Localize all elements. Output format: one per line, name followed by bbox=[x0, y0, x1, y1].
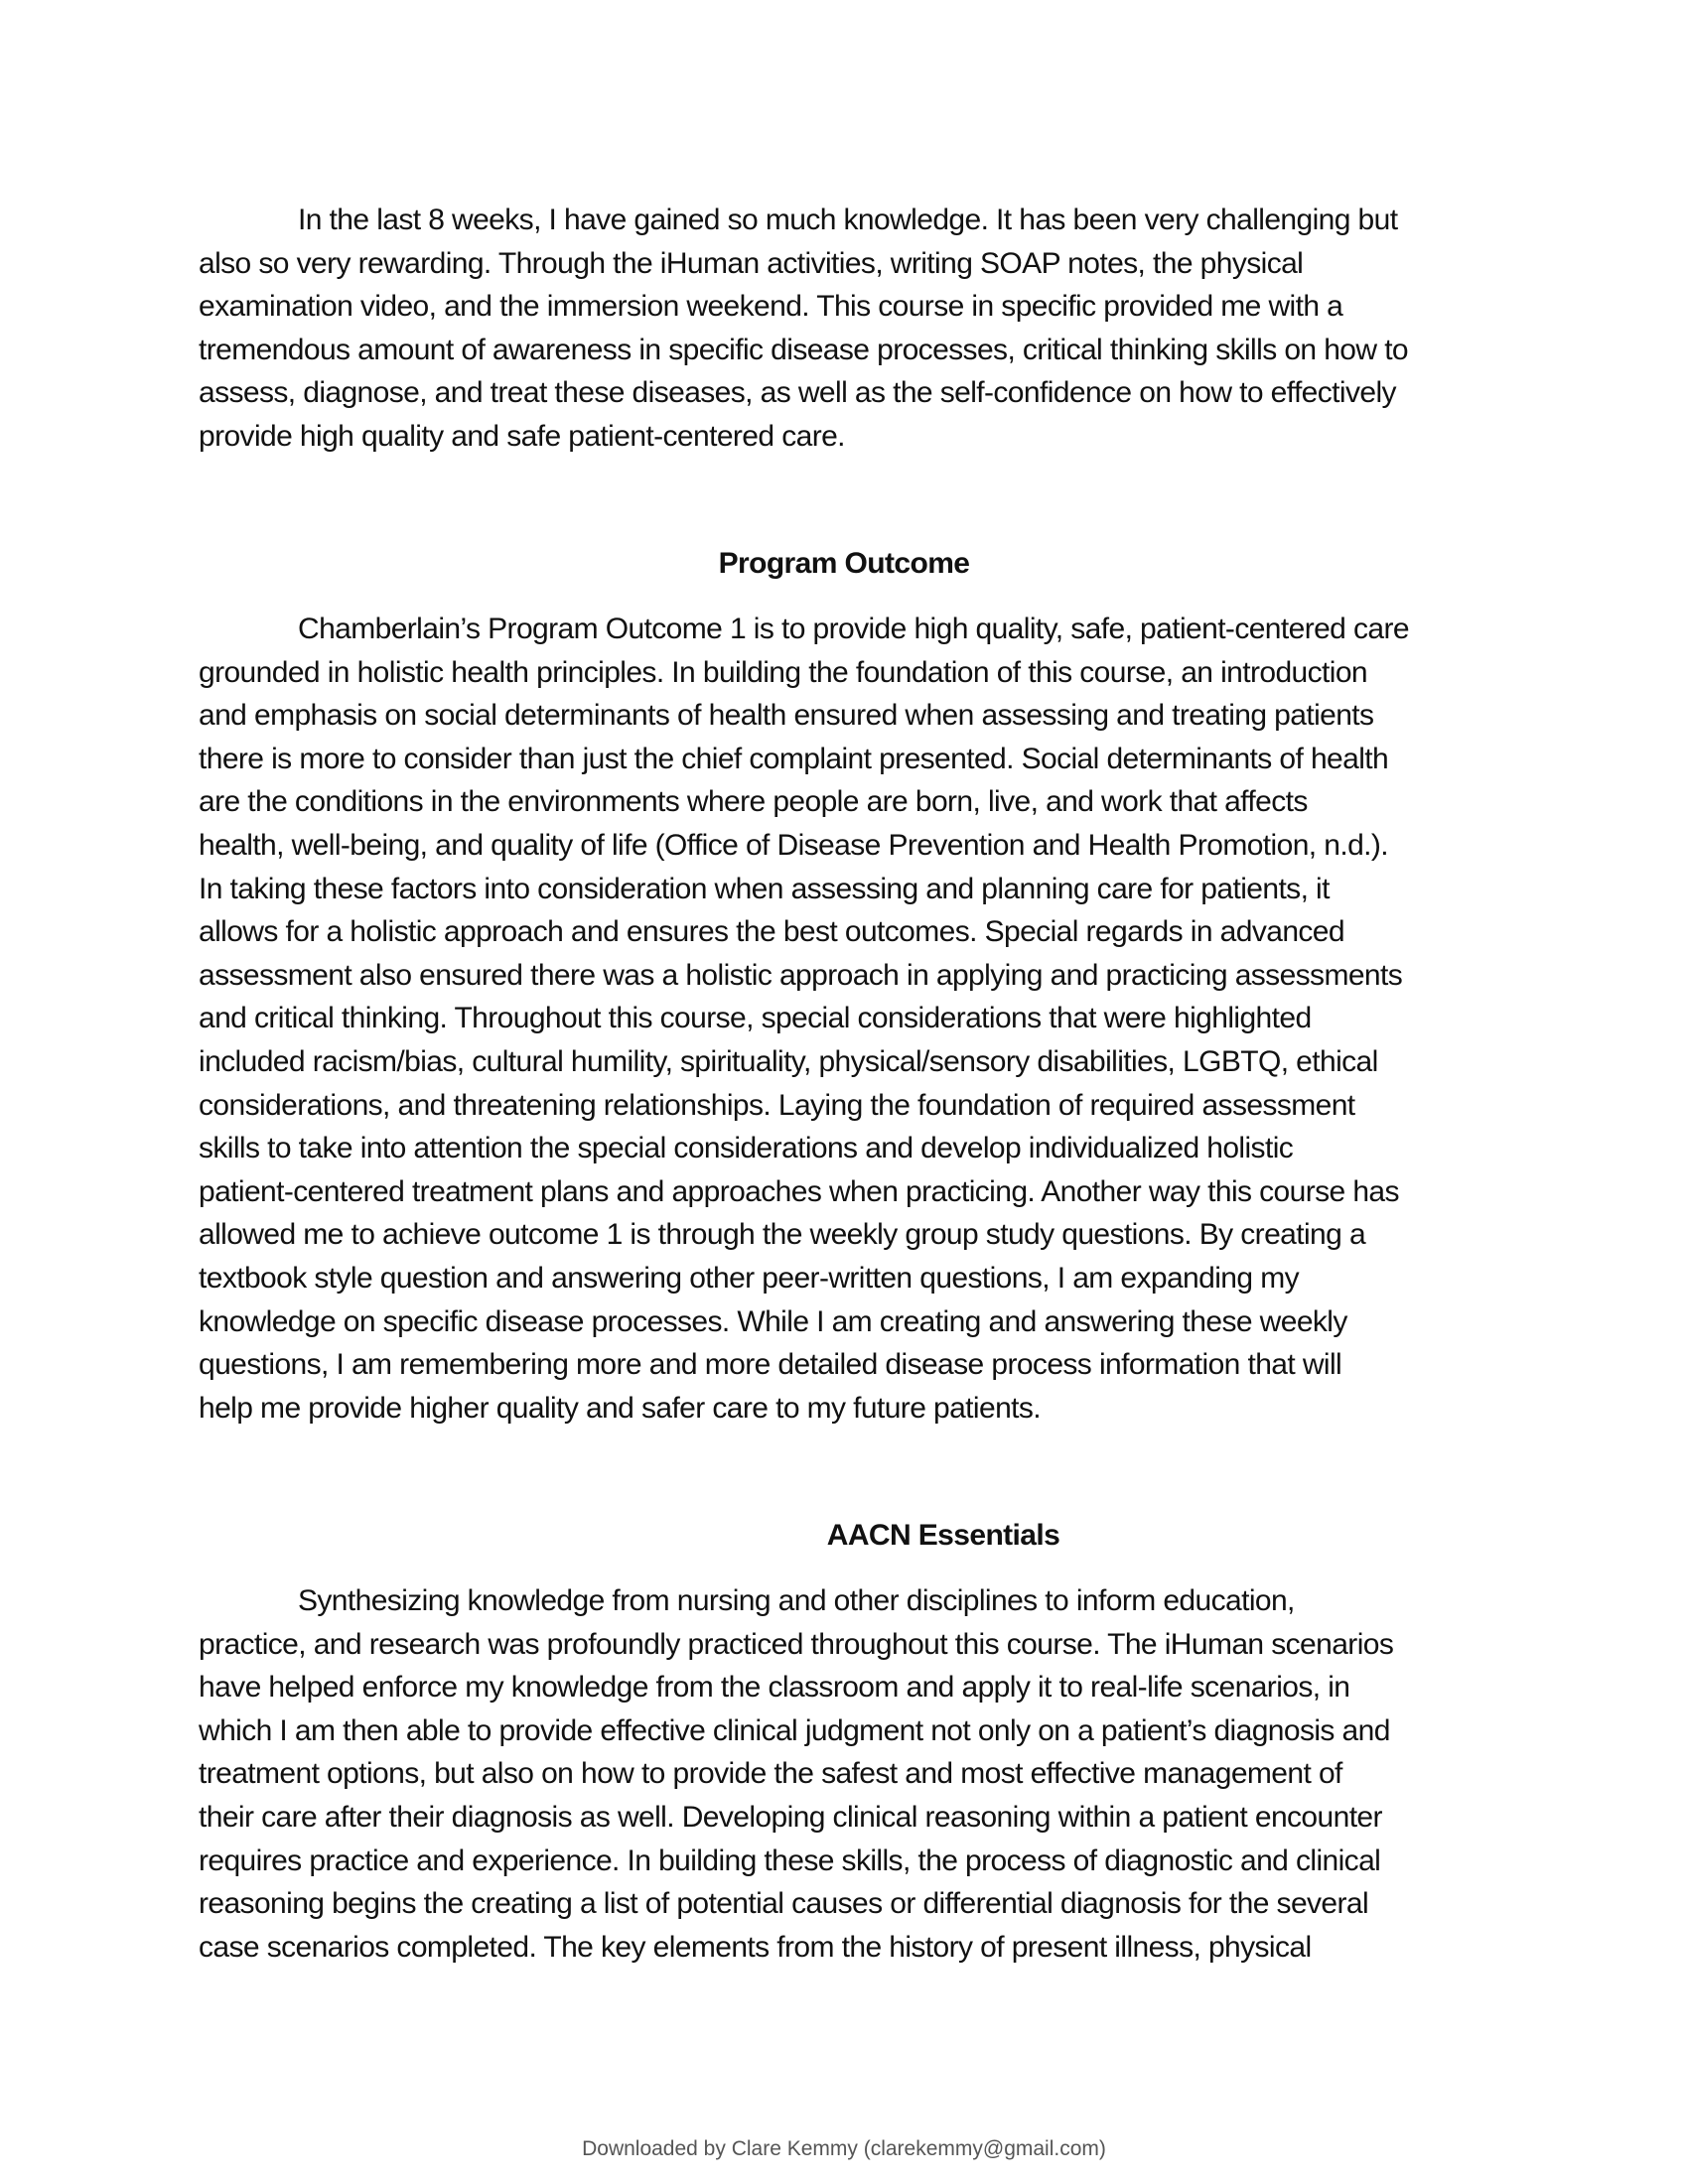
paragraph-line: and emphasis on social determinants of health ensured when assessing and treating patients bbox=[199, 699, 1374, 733]
paragraph-line: are the conditions in the environments where people are born, live, and work that affects bbox=[199, 785, 1308, 819]
paragraph-line: practice, and research was profoundly practiced throughout this course. The iHuman scenarios bbox=[199, 1627, 1394, 1661]
paragraph-line: their care after their diagnosis as well. Developing clinical reasoning within a patient encounter bbox=[199, 1800, 1382, 1834]
section-heading-aacn-essentials: AACN Essentials bbox=[826, 1519, 1060, 1552]
paragraph-line: and critical thinking. Throughout this course, special considerations that were highlighted bbox=[199, 1002, 1312, 1035]
paragraph-line: textbook style question and answering other peer-written questions, I am expanding my bbox=[199, 1261, 1299, 1295]
paragraph-line: health, well-being, and quality of life (Office of Disease Prevention and Health Promotion, n.d.). bbox=[199, 828, 1389, 862]
paragraph-line: have helped enforce my knowledge from the classroom and apply it to real-life scenarios, in bbox=[199, 1671, 1350, 1705]
paragraph-line: grounded in holistic health principles. In building the foundation of this course, an introduction bbox=[199, 655, 1368, 689]
paragraph-line: which I am then able to provide effective clinical judgment not only on a patient’s diagnosis and bbox=[199, 1713, 1390, 1747]
paragraph-line: provide high quality and safe patient-centered care. bbox=[199, 419, 845, 453]
paragraph-line: In taking these factors into consideration when assessing and planning care for patients, it bbox=[199, 872, 1330, 905]
paragraph-line: assess, diagnose, and treat these diseases, as well as the self-confidence on how to effectively bbox=[199, 376, 1396, 410]
paragraph-line: allowed me to achieve outcome 1 is through the weekly group study questions. By creating a bbox=[199, 1218, 1366, 1252]
paragraph-line: examination video, and the immersion weekend. This course in specific provided me with a bbox=[199, 290, 1343, 324]
aacn-essentials-paragraph bbox=[199, 1579, 1393, 1969]
paragraph-line: included racism/bias, cultural humility, spirituality, physical/sensory disabilities, LGBTQ, ethical bbox=[199, 1044, 1378, 1078]
paragraph-line: also so very rewarding. Through the iHuman activities, writing SOAP notes, the physical bbox=[199, 246, 1304, 280]
paragraph-line: reasoning begins the creating a list of potential causes or differential diagnosis for the several bbox=[199, 1887, 1369, 1921]
paragraph-line: questions, I am remembering more and more detailed disease process information that will bbox=[199, 1348, 1342, 1382]
paragraph-line: In the last 8 weeks, I have gained so much knowledge. It has been very challenging but bbox=[298, 204, 1398, 236]
paragraph-line: considerations, and threatening relationships. Laying the foundation of required assessment bbox=[199, 1088, 1355, 1122]
paragraph-line: patient-centered treatment plans and approaches when practicing. Another way this course has bbox=[199, 1174, 1399, 1208]
paragraph-line: requires practice and experience. In building these skills, the process of diagnostic and clinical bbox=[199, 1843, 1381, 1877]
paragraph-line: treatment options, but also on how to provide the safest and most effective management of bbox=[199, 1757, 1342, 1791]
intro-paragraph bbox=[199, 199, 1408, 459]
section-heading-program-outcome: Program Outcome bbox=[718, 547, 970, 580]
program-outcome-paragraph bbox=[199, 608, 1409, 1430]
paragraph-line: Chamberlain’s Program Outcome 1 is to provide high quality, safe, patient-centered care bbox=[298, 613, 1409, 645]
paragraph-line: skills to take into attention the special considerations and develop individualized holistic bbox=[199, 1132, 1294, 1165]
paragraph-line: knowledge on specific disease processes. While I am creating and answering these weekly bbox=[199, 1304, 1347, 1338]
paragraph-line: Synthesizing knowledge from nursing and other disciplines to inform education, bbox=[298, 1584, 1295, 1617]
paragraph-line: case scenarios completed. The key elements from the history of present illness, physical bbox=[199, 1930, 1312, 1964]
paragraph-line: allows for a holistic approach and ensures the best outcomes. Special regards in advanced bbox=[199, 915, 1344, 949]
download-footer: Downloaded by Clare Kemmy (clarekemmy@gmail.com) bbox=[582, 2137, 1106, 2160]
paragraph-line: there is more to consider than just the chief complaint presented. Social determinants of health bbox=[199, 742, 1389, 775]
paragraph-line: help me provide higher quality and safer care to my future patients. bbox=[199, 1391, 1042, 1425]
paragraph-line: assessment also ensured there was a holistic approach in applying and practicing assessments bbox=[199, 958, 1403, 992]
paragraph-line: tremendous amount of awareness in specific disease processes, critical thinking skills on how to bbox=[199, 333, 1409, 366]
